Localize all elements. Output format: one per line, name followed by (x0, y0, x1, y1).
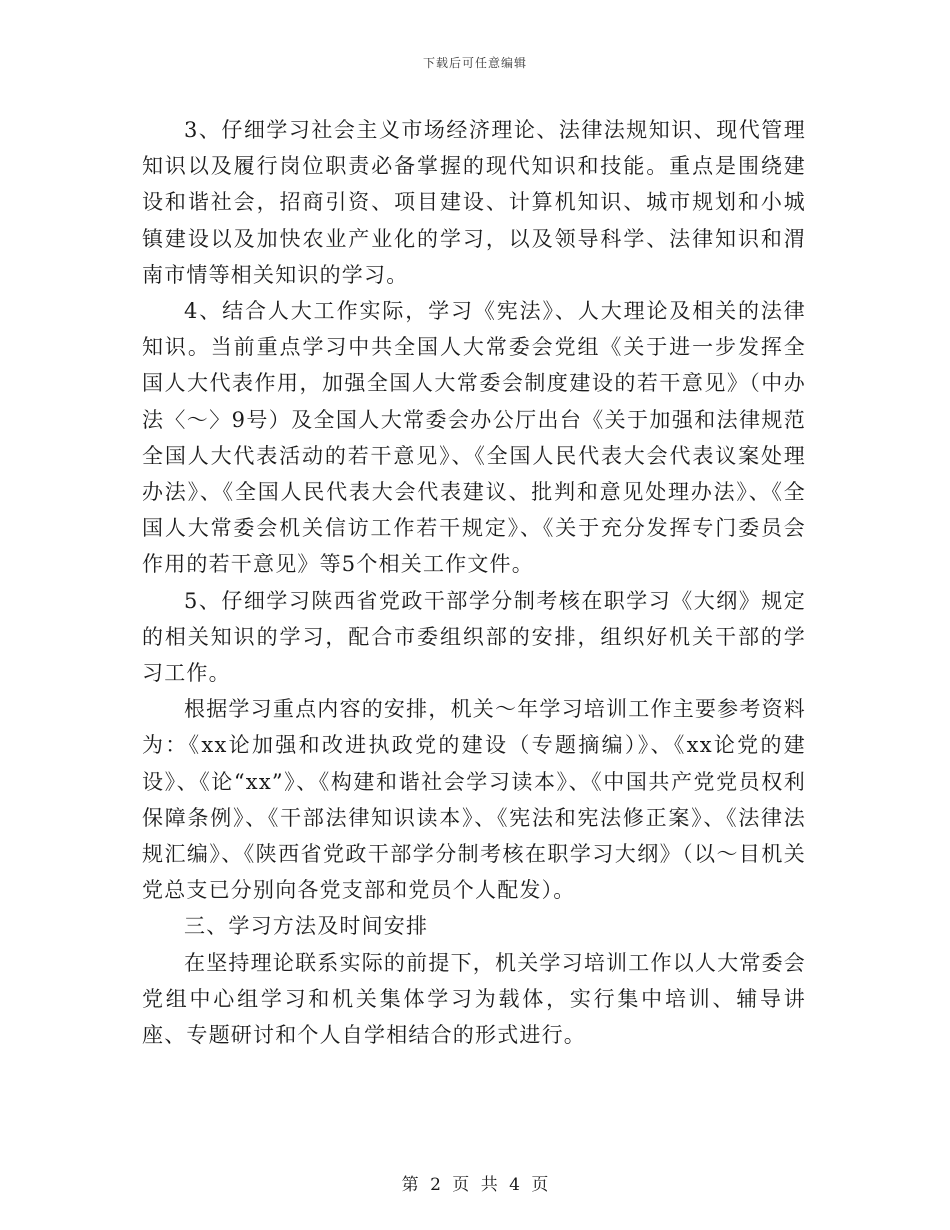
paragraph-reference-materials: 根据学习重点内容的安排，机关～年学习培训工作主要参考资料为：《xx论加强和改进执政党的建设（专题摘编）》、《xx论党的建设》、《论“xx”》、《构建和谐社会学习读本》、《中国共产党党员权利保障条例》、《干部法律知识读本》、《宪法和宪法修正案》、《法律法规汇编》、《陕西省党政干部学分制考核在职学习大纲》（以～目机关党总支已分别向各党支部和党员个人配发）。 (142, 697, 806, 903)
document-body (142, 112, 806, 1053)
header-note: 下载后可任意编辑 (422, 56, 527, 70)
paragraph-item-3: 3、仔细学习社会主义市场经济理论、法律法规知识、现代管理知识以及履行岗位职责必备掌握的现代知识和技能。重点是围绕建设和谐社会，招商引资、项目建设、计算机知识、城市规划和小城镇建设以及加快农业产业化的学习，以及领导科学、法律知识和渭南市情等相关知识的学习。 (142, 118, 806, 287)
paragraph-item-5: 5、仔细学习陕西省党政干部学分制考核在职学习《大纲》规定的相关知识的学习，配合市委组织部的安排，组织好机关干部的学习工作。 (142, 588, 806, 686)
paragraph-methods: 在坚持理论联系实际的前提下，机关学习培训工作以人大常委会党组中心组学习和机关集体学习为载体，实行集中培训、辅导讲座、专题研讨和个人自学相结合的形式进行。 (142, 950, 806, 1048)
section-heading-methods: 三、学习方法及时间安排 (184, 914, 429, 939)
paragraph-item-4: 4、结合人大工作实际，学习《宪法》、人大理论及相关的法律知识。当前重点学习中共全国人大常委会党组《关于进一步发挥全国人大代表作用，加强全国人大常委会制度建设的若干意见》（中办法〈～〉9号）及全国人大常委会办公厅出台《关于加强和法律规范全国人大代表活动的若干意见》、《全国人民代表大会代表议案处理办法》、《全国人民代表大会代表建议、批判和意见处理办法》、《全国人大常委会机关信访工作若干规定》、《关于充分发挥专门委员会作用的若干意见》等5个相关工作文件。 (142, 299, 806, 577)
page-number: 第 2 页 共 4 页 (401, 1175, 549, 1195)
